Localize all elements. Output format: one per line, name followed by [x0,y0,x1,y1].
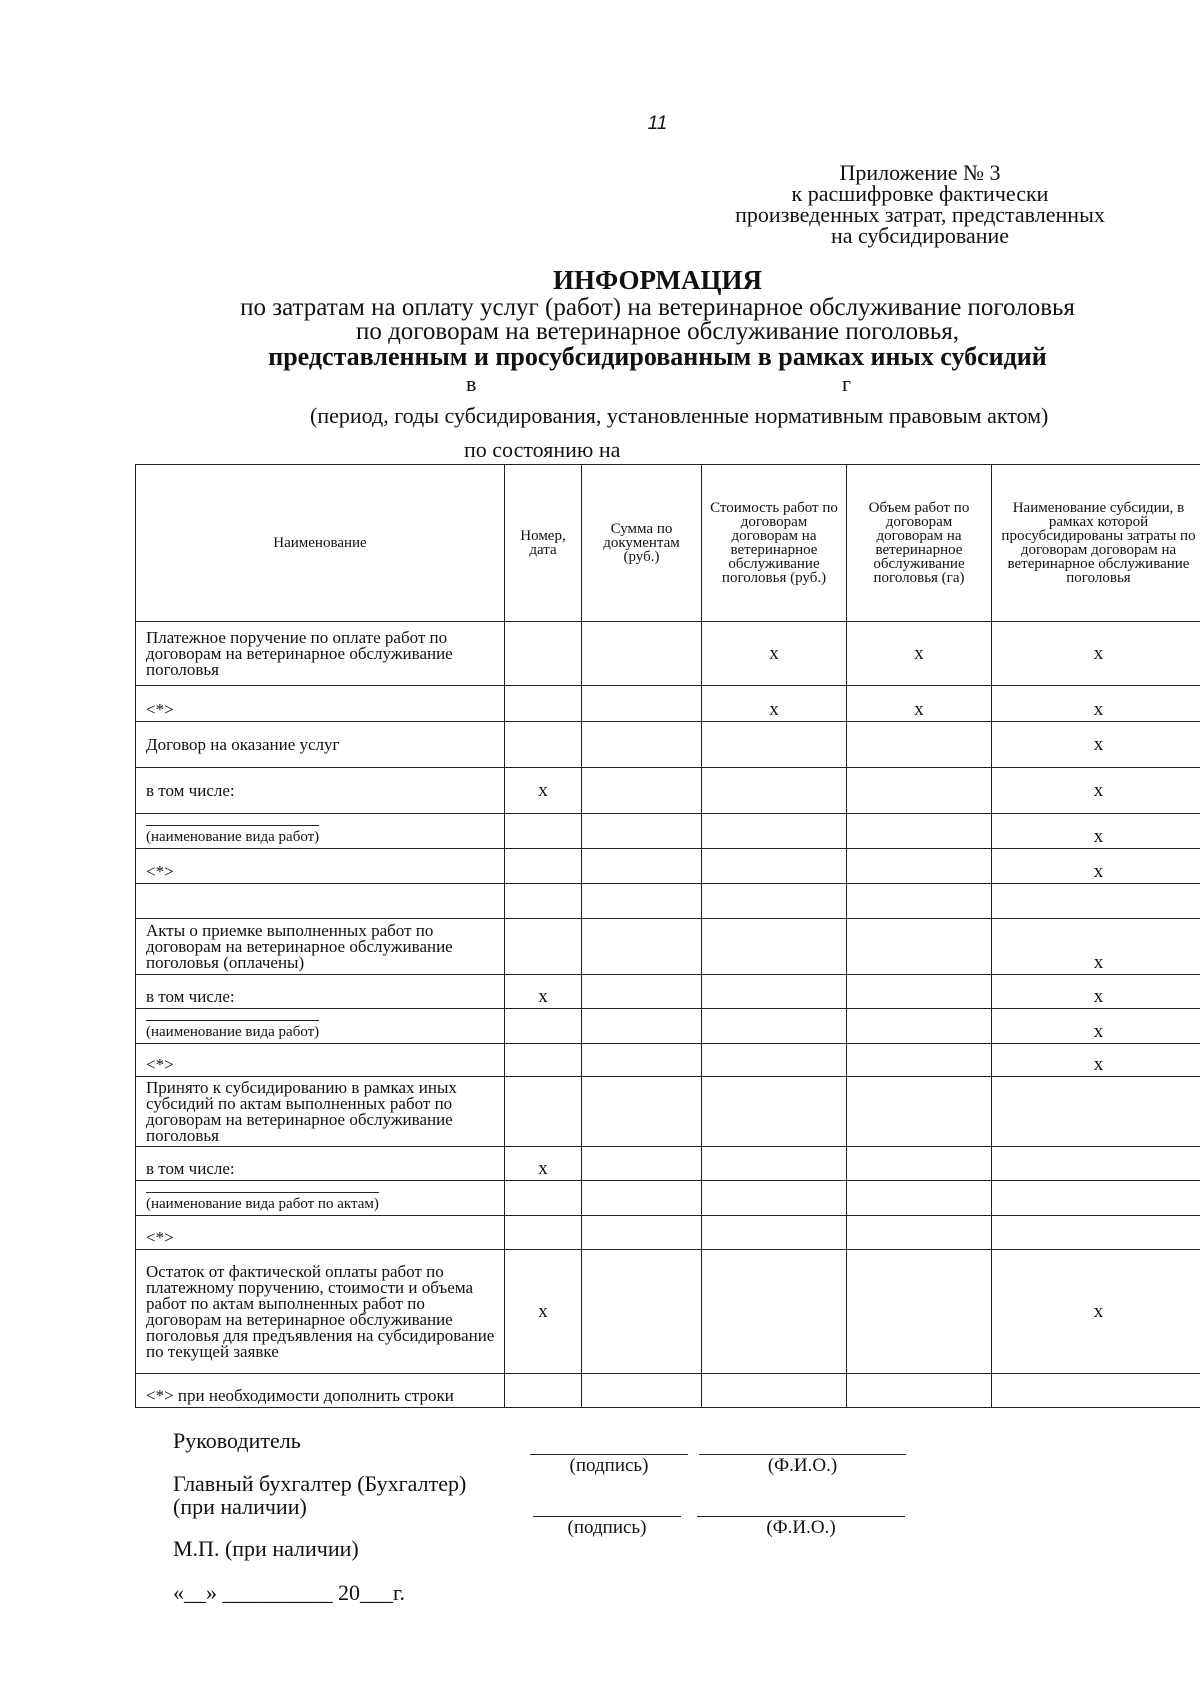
appendix-line: на субсидирование [830,223,1010,248]
table-row [136,814,1200,849]
cell: x [702,686,847,722]
row-name: <*> при необходимости дополнить строки [136,1374,505,1408]
table-row [136,975,1200,1009]
row-name: Платежное поручение по оплате работ по договорам на ветеринарное обслуживание поголовья [136,622,505,686]
row-name: <*> [136,1216,505,1250]
cell [847,1216,992,1250]
cell: x [505,768,582,814]
cell [992,1216,1200,1250]
cell: x [992,686,1200,722]
accountant-label-line: (при наличии) [173,1494,307,1519]
table-row [136,884,1200,919]
table-row [136,722,1200,768]
table-row [136,849,1200,884]
table-row [136,1077,1200,1147]
period-start-letter: в [466,371,477,396]
cell [847,1044,992,1077]
date-line: «__» __________ 20___г. [173,1580,406,1605]
cell [847,1147,992,1181]
work-type-caption: (наименование вида работ по актам) [146,1196,379,1212]
cell [847,849,992,884]
cell [505,1077,582,1147]
as-of-caption: по состоянию на [464,437,621,462]
header-cost: Стоимость работ по договорам договорам на ветеринарное обслуживание поголовья (руб.) [702,465,847,622]
cell [582,1250,702,1374]
accountant-signature-caption: (подпись) [567,1517,647,1538]
stamp-label: М.П. (при наличии) [173,1536,359,1561]
accountant-label-line: Главный бухгалтер (Бухгалтер) [173,1471,467,1496]
cell [702,1044,847,1077]
cell [505,1009,582,1044]
table-row [136,622,1200,686]
cell [992,884,1200,919]
work-type-caption: (наименование вида работ) [146,1024,320,1040]
head-label: Руководитель [173,1428,301,1453]
cell: x [992,814,1200,849]
cell: x [992,1009,1200,1044]
table-header-row [136,465,1200,622]
table-row [136,1181,1200,1216]
cell [702,1077,847,1147]
row-name [136,1181,505,1216]
cell [847,722,992,768]
cell [847,975,992,1009]
work-type-caption: (наименование вида работ) [146,829,320,845]
appendix-line: Приложение № 3 [839,160,1001,185]
cell [702,1147,847,1181]
cell: x [505,1250,582,1374]
head-fio-caption: (Ф.И.О.) [767,1455,838,1476]
cell: x [505,975,582,1009]
row-name [136,814,505,849]
row-name [136,1009,505,1044]
cell: x [847,686,992,722]
appendix-line: к расшифровке фактически [791,181,1049,206]
cell [702,768,847,814]
cell [847,1009,992,1044]
row-name: в том числе: [136,1147,505,1181]
cell [702,722,847,768]
row-name: Остаток от фактической оплаты работ по платежному поручению, стоимости и объема работ по актам выполненных работ по договорам на ветеринарное обслуживание поголовья для предъявления на субсидирование по текущей заявке [136,1250,505,1374]
table-row [136,919,1200,975]
document-title: ИНФОРМАЦИЯ [553,265,762,295]
head-signature-caption: (подпись) [569,1455,649,1476]
accountant-fio-caption: (Ф.И.О.) [766,1517,836,1538]
cell [505,884,582,919]
cell [582,1009,702,1044]
table-row [136,1009,1200,1044]
cell: x [992,768,1200,814]
row-name: в том числе: [136,768,505,814]
table-row [136,686,1200,722]
cell [582,722,702,768]
cell: x [992,975,1200,1009]
header-sum: Сумма по документам (руб.) [582,465,702,622]
cell [582,1216,702,1250]
cell: x [992,622,1200,686]
row-name: <*> [136,849,505,884]
cell: x [992,919,1200,975]
header-name: Наименование [136,465,505,622]
cell [702,1181,847,1216]
cell [702,849,847,884]
cell [702,884,847,919]
cell [847,814,992,849]
cell [847,884,992,919]
cell: x [505,1147,582,1181]
table-row [136,1250,1200,1374]
cell [505,722,582,768]
row-name: <*> [136,1044,505,1077]
cell [702,1216,847,1250]
cell [505,1181,582,1216]
cell [702,1374,847,1408]
cell: x [992,849,1200,884]
appendix-note [700,162,1140,246]
cell [847,919,992,975]
cell [582,919,702,975]
cell [582,1374,702,1408]
table-row [136,1374,1200,1408]
cell [505,919,582,975]
header-volume: Объем работ по договорам договорам на ветеринарное обслуживание поголовья (га) [847,465,992,622]
cell [505,1216,582,1250]
cell [992,1147,1200,1181]
cell [992,1077,1200,1147]
cell [582,814,702,849]
cell: x [992,1250,1200,1374]
cell [505,622,582,686]
cell [582,1077,702,1147]
subtitle-line-3: представленным и просубсидированным в рамках иных субсидий [268,342,1047,371]
cell [847,1181,992,1216]
table-row [136,1216,1200,1250]
cell [992,1181,1200,1216]
period-end-letter: г [842,371,852,396]
cell [582,1181,702,1216]
row-name: Договор на оказание услуг [136,722,505,768]
cell [505,1044,582,1077]
cell: x [992,1044,1200,1077]
cell [702,1250,847,1374]
cell [847,1250,992,1374]
cell [582,768,702,814]
cell [505,814,582,849]
row-name: в том числе: [136,975,505,1009]
subtitle-line-1: по затратам на оплату услуг (работ) на ветеринарное обслуживание поголовья [240,294,1075,321]
table-row [136,1147,1200,1181]
cell [582,975,702,1009]
row-name: Принято к субсидированию в рамках иных субсидий по актам выполненных работ по договорам на ветеринарное обслуживание поголовья [136,1077,505,1147]
cell [505,1374,582,1408]
appendix-line: произведенных затрат, представленных [735,202,1105,227]
cell [847,768,992,814]
subtitle-line-2: по договорам на ветеринарное обслуживание поголовья, [355,318,960,345]
row-name: <*> [136,686,505,722]
row-name [136,884,505,919]
cell: x [847,622,992,686]
cell [702,975,847,1009]
cell [702,919,847,975]
cell [582,884,702,919]
cell [582,1147,702,1181]
cell [582,1044,702,1077]
header-number-date: Номер, дата [505,465,582,622]
cell: x [992,722,1200,768]
header-subsidy-name: Наименование субсидии, в рамках которой просубсидированы затраты по договорам договорам на ветеринарное обслуживание поголовья [992,465,1200,622]
cell [847,1374,992,1408]
accountant-label [173,1472,466,1518]
table-row [136,768,1200,814]
table-row [136,1044,1200,1077]
cell [847,1077,992,1147]
cell [505,686,582,722]
costs-table [135,464,1200,1408]
cell [702,1009,847,1044]
cell [582,849,702,884]
page-number: 11 [647,113,668,134]
cell [992,1374,1200,1408]
cell [702,814,847,849]
cell [582,622,702,686]
cell [505,849,582,884]
period-caption: (период, годы субсидирования, установленные нормативным правовым актом) [310,403,1049,428]
cell: x [702,622,847,686]
cell [582,686,702,722]
row-name: Акты о приемке выполненных работ по договорам на ветеринарное обслуживание поголовья (оплачены) [136,919,505,975]
